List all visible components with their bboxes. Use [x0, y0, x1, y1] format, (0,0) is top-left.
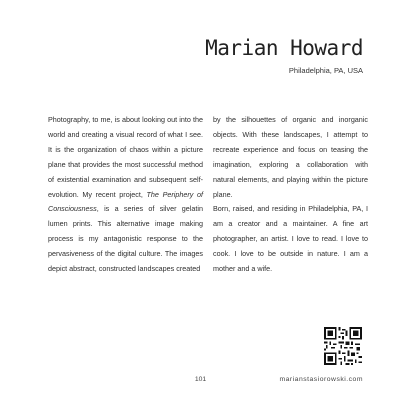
project-title: The Periphery of Consciousness — [48, 189, 203, 214]
artist-bio: Born, raised, and residing in Philadelphia, PA, I am a creator and a maintainer. A fine art photographer, an artist. I love to read. I love to cook. I love to be outside in nature. I am a mother and a wife. — [213, 204, 368, 274]
statement-intro: Photography, to me, is about looking out into the world and creating a visual record of what I see. It is the organization of chaos within a picture plane that provides the most successful method of existential examination and subsequent self-evolution. My recent project, — [48, 115, 203, 199]
website-link[interactable]: marianstasiorowski.com — [279, 376, 363, 383]
statement-column-right — [213, 113, 368, 277]
qr-code-icon[interactable] — [324, 327, 362, 365]
statement-column-left — [48, 113, 203, 277]
statement-continuation: by the silhouettes of organic and inorganic objects. With these landscapes, I attempt to recreate experience and focus on teasing the imagination, exploring a collaboration with natural elements, and playing within the picture plane. — [213, 115, 368, 199]
statement-paragraph — [48, 113, 203, 277]
statement-rest: , is a series of silver gelatin lumen prints. This alternative image making process is my antagonistic response to the pervasiveness of the digital culture. The images depict abstract, constructed landscapes created — [48, 204, 203, 274]
artist-name: Marian Howard — [205, 36, 363, 60]
artist-location: Philadelphia, PA, USA — [288, 66, 363, 75]
page-number: 101 — [194, 376, 207, 383]
